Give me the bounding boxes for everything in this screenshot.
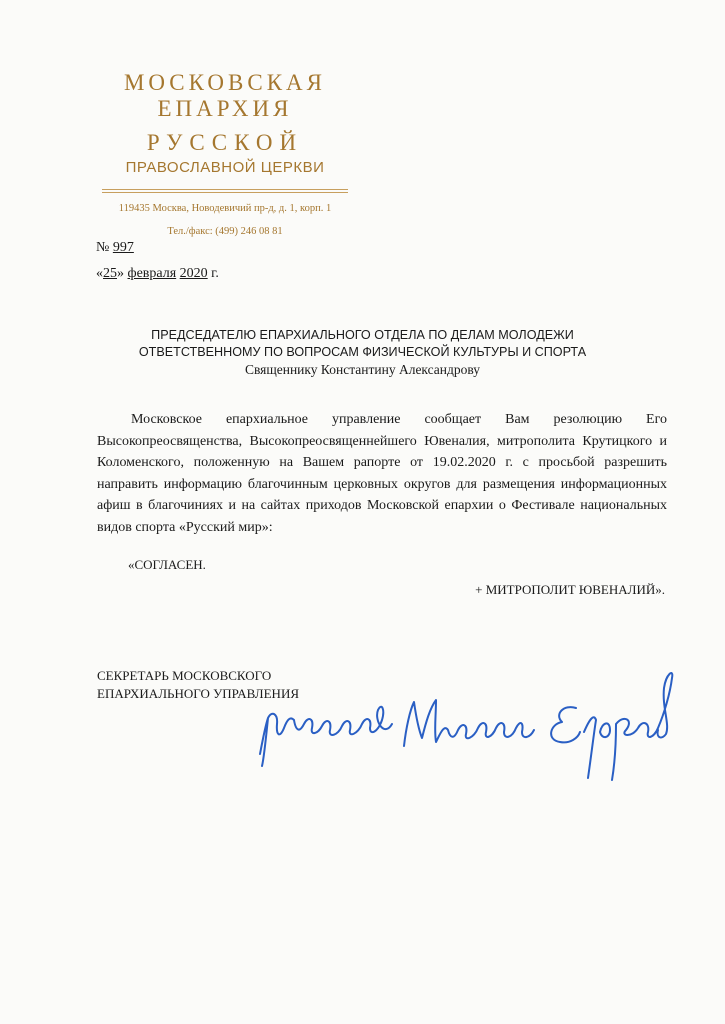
letterhead-title-line2: ЕПАРХИЯ (157, 96, 293, 121)
registration-date (96, 265, 219, 283)
date-open-quote: « (96, 266, 103, 281)
letterhead-address: 119435 Москва, Новодевичий пр-д, д. 1, корп. 1 (118, 203, 332, 214)
date-suffix: г. (211, 266, 219, 281)
date-year: 2020 (179, 266, 208, 281)
letter-body: Московское епархиальное управление сообщает Вам резолюцию Его Высокопреосвященства, Высокопреосвященнейшего Ювеналия, митрополита Крутицкого и Коломенского, положенную на Вашем рапорте от 19.02.2020 г. с просьбой разрешить направить информацию благочинным церковных округов для размещения информационных афиш в благочиниях и на сайтах приходов Московской епархии о Фестивале национальных видов спорта «Русский мир»: (97, 412, 667, 535)
letterhead-divider (102, 189, 348, 193)
letterhead (95, 70, 355, 239)
secretary-title-line1: СЕКРЕТАРЬ МОСКОВСКОГО (97, 668, 272, 683)
resolution-text: «СОГЛАСЕН. (128, 557, 206, 572)
addressee-name: Священнику Константину Александрову (244, 362, 481, 377)
date-month: февраля (127, 266, 177, 281)
letterhead-title-line3: РУССКОЙ (146, 130, 304, 155)
registration-number-prefix: № (96, 240, 110, 255)
letterhead-title-line1: МОСКОВСКАЯ (123, 70, 327, 95)
letterhead-phone: Тел./факс: (499) 246 08 81 (167, 226, 283, 237)
resolution-signed: + МИТРОПОЛИТ ЮВЕНАЛИЙ». (475, 582, 665, 597)
addressee-block (60, 327, 665, 378)
addressee-line1: ПРЕДСЕДАТЕЛЮ ЕПАРХИАЛЬНОГО ОТДЕЛА ПО ДЕЛАМ МОЛОДЕЖИ (151, 328, 574, 342)
secretary-title-line2: ЕПАРХИАЛЬНОГО УПРАВЛЕНИЯ (97, 686, 300, 701)
letterhead-title-line4: ПРАВОСЛАВНОЙ ЦЕРКВИ (125, 159, 325, 176)
addressee-line2: ОТВЕТСТВЕННОМУ ПО ВОПРОСАМ ФИЗИЧЕСКОЙ КУЛЬТУРЫ И СПОРТА (138, 345, 587, 359)
date-day: 25 (103, 266, 117, 281)
registration-number (96, 239, 134, 257)
registration-number-value: 997 (112, 240, 134, 255)
handwritten-signature (254, 658, 694, 798)
date-close-quote: » (117, 266, 124, 281)
